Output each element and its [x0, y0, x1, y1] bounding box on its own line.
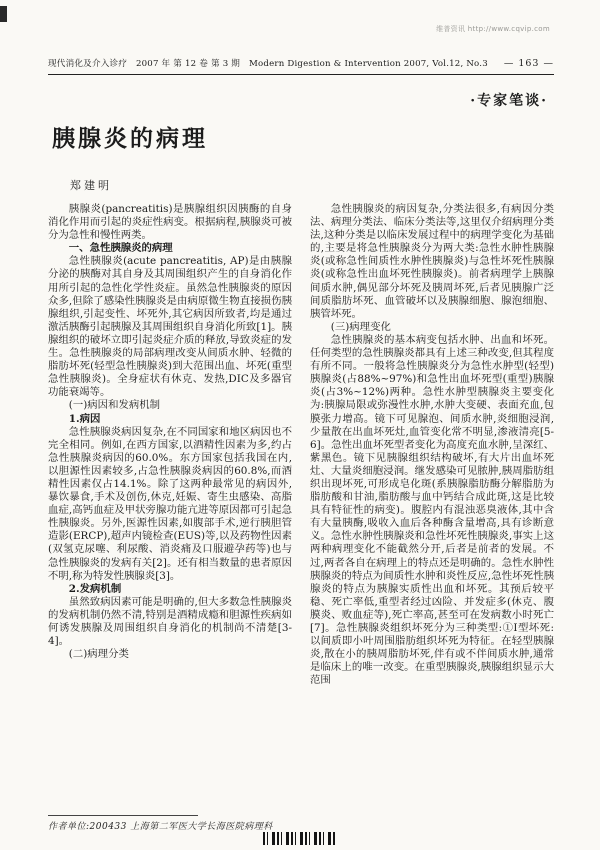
page-number: — 163 — — [503, 58, 554, 69]
article-author: 郑建明 — [70, 179, 112, 192]
article-title: 胰腺炎的病理 — [52, 125, 208, 152]
column-section-label: ·专家笔谈· — [470, 93, 548, 109]
page-header — [48, 57, 554, 69]
scan-artifact-mark — [0, 6, 7, 22]
footnote-divider — [48, 815, 198, 816]
author-affiliation-block — [48, 812, 316, 832]
article-paragraph: 急性胰腺炎的病因复杂,分类法很多,有病因分类法、病理分类法、临床分类法等,这里仅介绍病理分类法,这种分类是以临床发展过程中的病理学变化为基础的,主要是将急性胰腺炎分为两大类:急性水肿性胰腺炎(或称急性间质性水肿性胰腺炎)与急性坏死性胰腺炎(或称急性出血坏死性胰腺炎)。前者病理学上胰腺间质水肿,偶见部分坏死及胰周坏死,后者见胰腺广泛间质脂肪坏死、血管破坏以及胰腺细胞、腺泡细胞、胰管坏死。 — [310, 203, 554, 320]
article-paragraph: 胰腺炎(pancreatitis)是胰腺组织因胰酶的自身消化作用而引起的炎症性病变。根据病程,胰腺炎可被分为急性和慢性两类。 — [48, 203, 292, 242]
subsection-heading: (一)病因和发病机制 — [68, 399, 161, 412]
section-heading: 一、急性胰腺炎的病理 — [68, 242, 173, 255]
barcode — [263, 832, 337, 845]
article-paragraph: 虽然致病因素可能是明确的,但大多数急性胰腺炎的发病机制仍然不清,特别是酒精成瘾和胆源性疾病如何诱发胰腺及周围组织自身消化的机制尚不清楚[3-4]。 — [48, 595, 292, 648]
article-paragraph: 急性胰腺炎的基本病变包括水肿、出血和坏死。任何类型的急性胰腺炎都具有上述三种改变,但其程度有所不同。一般将急性胰腺炎分为急性水肿型(轻型)胰腺炎(占88%~97%)和急性出血坏死型(重型)胰腺炎(占3%~12%)两种。急性水肿型胰腺炎主要变化为:胰腺局限或弥漫性水肿,水肿大变硬、表面充血,包膜张力增高。镜下可见腺泡、间质水肿,炎细胞浸润,少量散在出血坏死灶,血管变化常不明显,渗液清亮[5-6]。急性出血坏死型者变化为高度充血水肿,呈深红、紫黑色。镜下见胰腺组织结构破坏,有大片出血坏死灶、大量炎细胞浸润。继发感染可见脓肿,胰周脂肪组织出现坏死,可形成皂化斑(系胰腺脂肪酶分解脂肪为脂肪酸和甘油,脂肪酸与血中钙结合成此斑,这是比较具有特征性的病变)。腹腔内有混浊恶臭液体,其中含有大量胰酶,吸收入血后各种酶含量增高,具有诊断意义。急性水肿性胰腺炎和急性坏死性胰腺炎,事实上这两种病理变化不能截然分开,后者是前者的发展。不过,两者各自在病理上的特点还是明确的。急性水肿性胰腺炎的特点为间质性水肿和炎性反应,急性坏死性胰腺炎的特点为胰腺实质性出血和坏死。其预后较平稳、死亡率低,重型者经过凶险、并发症多(休克、腹膜炎、败血症等),死亡率高,甚至可在发病数小时死亡[7]。急性胰腺炎组织坏死分为三种类型:①Ⅰ型坏死:以间质即小叶周围脂肪组织坏死为特征。在轻型胰腺炎,散在小的胰周脂肪坏死,伴有或不伴间质水肿,通常是临床上的唯一改变。在重型胰腺炎,胰腺组织显示大范围 — [310, 333, 554, 687]
subsection-heading: 2.发病机制 — [68, 582, 122, 595]
subsection-heading: (二)病理分类 — [68, 648, 129, 661]
journal-header — [48, 57, 494, 69]
subsection-heading: (三)病理变化 — [330, 320, 391, 333]
article-body — [48, 203, 554, 828]
journal-title-en: Modern Digestion & Intervention 2007, Vol.12, No.3 — [249, 59, 488, 69]
journal-title-cn: 现代消化及介入诊疗 2007 年 第 12 卷 第 3 期 — [48, 59, 241, 69]
watermark-text: 维普资讯 http://www.cqvip.com — [436, 25, 550, 33]
subsection-heading: 1.病因 — [68, 412, 101, 425]
left-column — [48, 203, 292, 828]
article-paragraph: 急性胰腺炎(acute pancreatitis, AP)是由胰腺分泌的胰酶对其自身及其周围组织产生的自身消化作用所引起的急性化学性炎症。虽然急性胰腺炎的原因众多,但除了感染性胰腺炎是由病原微生物直接损伤胰腺组织,引起变性、坏死外,其它病因所致者,均是通过激活胰酶引起胰腺及其周围组织自身消化所致[1]。胰腺组织的破坏立即引起炎症介质的释放,导致炎症的发生。急性胰腺炎的局部病理改变从间质水肿、轻微的脂肪坏死(轻型急性胰腺炎)到大范围出血、坏死(重型急性胰腺炎)。全身症状有休克、发热,DIC及多器官功能衰竭等。 — [48, 255, 292, 399]
author-affiliation: 作者单位:200433 上海第二军医大学长海医院病理科 — [48, 822, 273, 832]
article-paragraph: 急性胰腺炎病因复杂,在不同国家和地区病因也不完全相同。例如,在西方国家,以酒精性因素为多,约占急性胰腺炎病因的60.0%。东方国家包括我国在内,以胆源性因素较多,占急性胰腺炎病因的60.8%,而酒精性因素仅占14.1%。除了这两种最常见的病因外,暴饮暴食,手术及创伤,休克,妊娠、寄生虫感染、高脂血症,高钙血症及甲状旁腺功能亢进等原因都可引起急性胰腺炎。另外,医源性因素,如腹部手术,逆行胰胆管造影(ERCP),超声内镜检查(EUS)等,以及药物性因素(双氢克尿噻、利尿酸、消炎痛及口服避孕药等)也与急性胰腺炎的发病有关[2]。还有相当数量的患者原因不明,称为特发性胰腺炎[3]。 — [48, 425, 292, 582]
right-column — [310, 203, 554, 828]
header-divider — [48, 74, 554, 75]
